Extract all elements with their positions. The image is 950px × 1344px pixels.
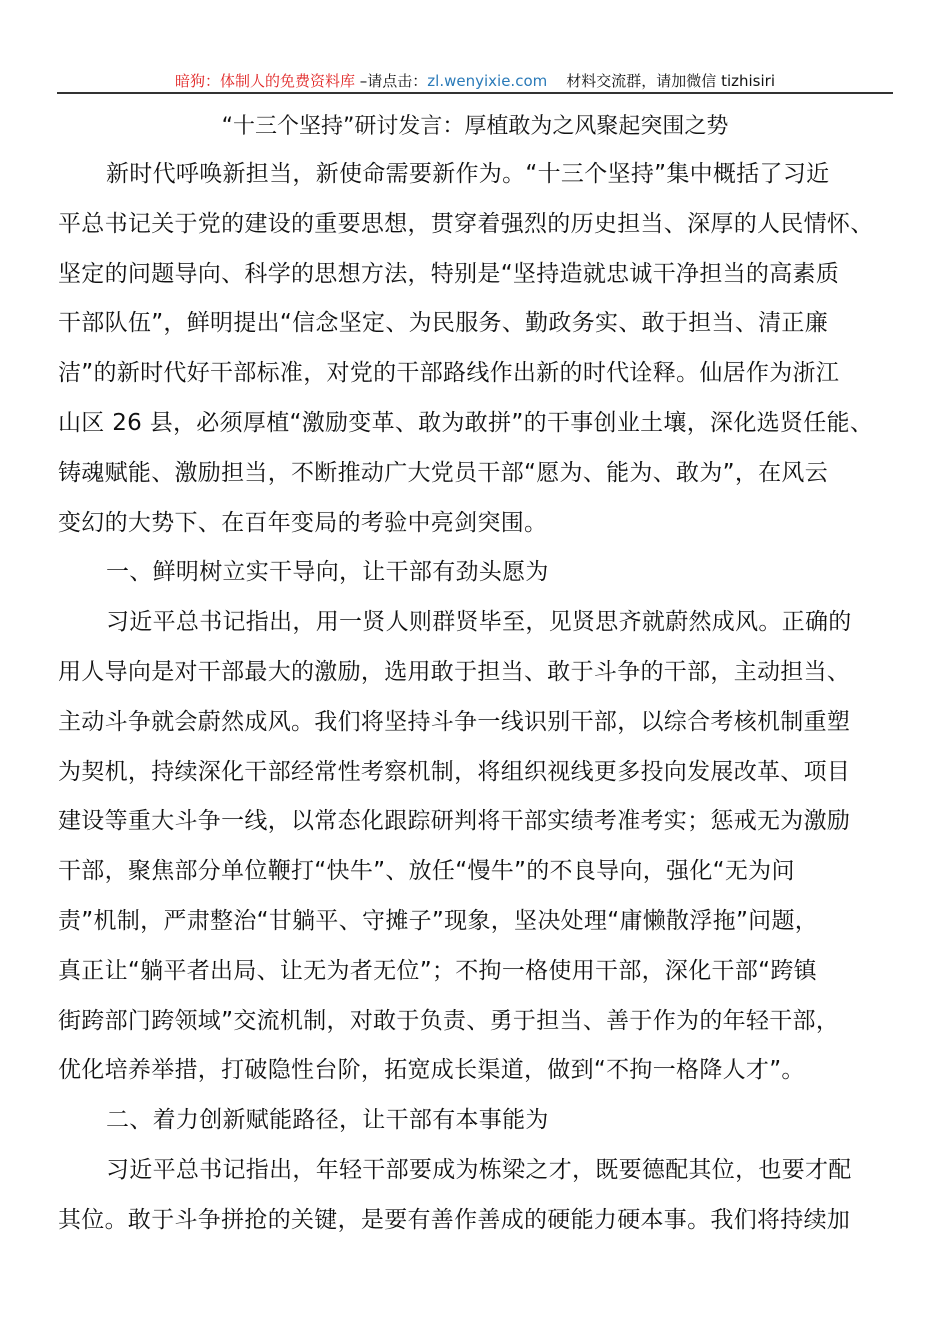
paragraph-line: 习近平总书记指出，年轻干部要成为栋梁之才，既要德配其位，也要才配 [106, 1156, 852, 1183]
paragraph-line: 其位。敢于斗争拼抢的关键，是要有善作善成的硬能力硬本事。我们将持续加 [58, 1206, 851, 1233]
paragraph-line: 洁”的新时代好干部标准，对党的干部路线作出新的时代诠释。仙居作为浙江 [58, 360, 840, 387]
paragraph-line: 用人导向是对干部最大的激励，选用敢于担当、敢于斗争的干部，主动担当、 [58, 658, 851, 685]
paragraph-line: 变幻的大势下、在百年变局的考验中亮剑突围。 [58, 509, 548, 536]
paragraph-line: 为契机，持续深化干部经常性考察机制，将组织视线更多投向发展改革、项目 [58, 758, 851, 785]
paragraph-line: 主动斗争就会蔚然成风。我们将坚持斗争一线识别干部，以综合考核机制重塑 [58, 708, 851, 735]
paragraph-line: 优化培养举措，打破隐性台阶，拓宽成长渠道，做到“不拘一格降人才”。 [58, 1057, 805, 1084]
paragraph-line: 干部，聚焦部分单位鞭打“快牛”、放任“慢牛”的不良导向，强化“无为问 [58, 858, 795, 885]
header-click-label: –请点击： [355, 72, 428, 90]
paragraph-line: 平总书记关于党的建设的重要思想，贯穿着强烈的历史担当、深厚的人民情怀、 [58, 210, 874, 237]
header-contact: 材料交流群，请加微信 tizhisiri [547, 72, 775, 90]
document-title: “十三个坚持”研讨发言：厚植敢为之风聚起突围之势 [221, 114, 729, 139]
document-body [58, 150, 898, 1246]
paragraph-line: 新时代呼唤新担当，新使命需要新作为。“十三个坚持”集中概括了习近 [106, 161, 830, 187]
paragraph-line: 铸魂赋能、激励担当，不断推动广大党员干部“愿为、能为、敢为”，在风云 [58, 459, 829, 486]
paragraph-line: 干部队伍”，鲜明提出“信念坚定、为民服务、勤政务实、敢于担当、清正廉 [58, 310, 829, 337]
section-heading: 二、着力创新赋能路径，让干部有本事能为 [106, 1107, 549, 1134]
paragraph-line: 街跨部门跨领域”交流机制，对敢于负责、勇于担当、善于作为的年轻干部， [58, 1007, 840, 1034]
paragraph-line: 山区 26 县，必须厚植“激励变革、敢为敢拼”的干事创业土壤，深化选贤任能、 [58, 409, 874, 436]
section-heading: 一、鲜明树立实干导向，让干部有劲头愿为 [106, 559, 549, 586]
paragraph-line: 坚定的问题导向、科学的思想方法，特别是“坚持造就忠诚干净担当的高素质 [58, 260, 840, 287]
paragraph-line: 习近平总书记指出，用一贤人则群贤毕至，见贤思齐就蔚然成风。正确的 [106, 609, 852, 636]
header-divider [57, 92, 893, 94]
header-link[interactable]: zl.wenyixie.com [427, 72, 548, 90]
paragraph-line: 责”机制，严肃整治“甘躺平、守摊子”现象，坚决处理“庸懒散浮拖”问题， [58, 907, 819, 934]
paragraph-line: 真正让“躺平者出局、让无为者无位”；不拘一格使用干部，深化干部“跨镇 [58, 957, 817, 984]
watermark-header [0, 70, 950, 91]
paragraph-line: 建设等重大斗争一线，以常态化跟踪研判将干部实绩考准考实；惩戒无为激励 [58, 808, 851, 835]
header-site-name: 暗狗：体制人的免费资料库 [175, 72, 356, 90]
